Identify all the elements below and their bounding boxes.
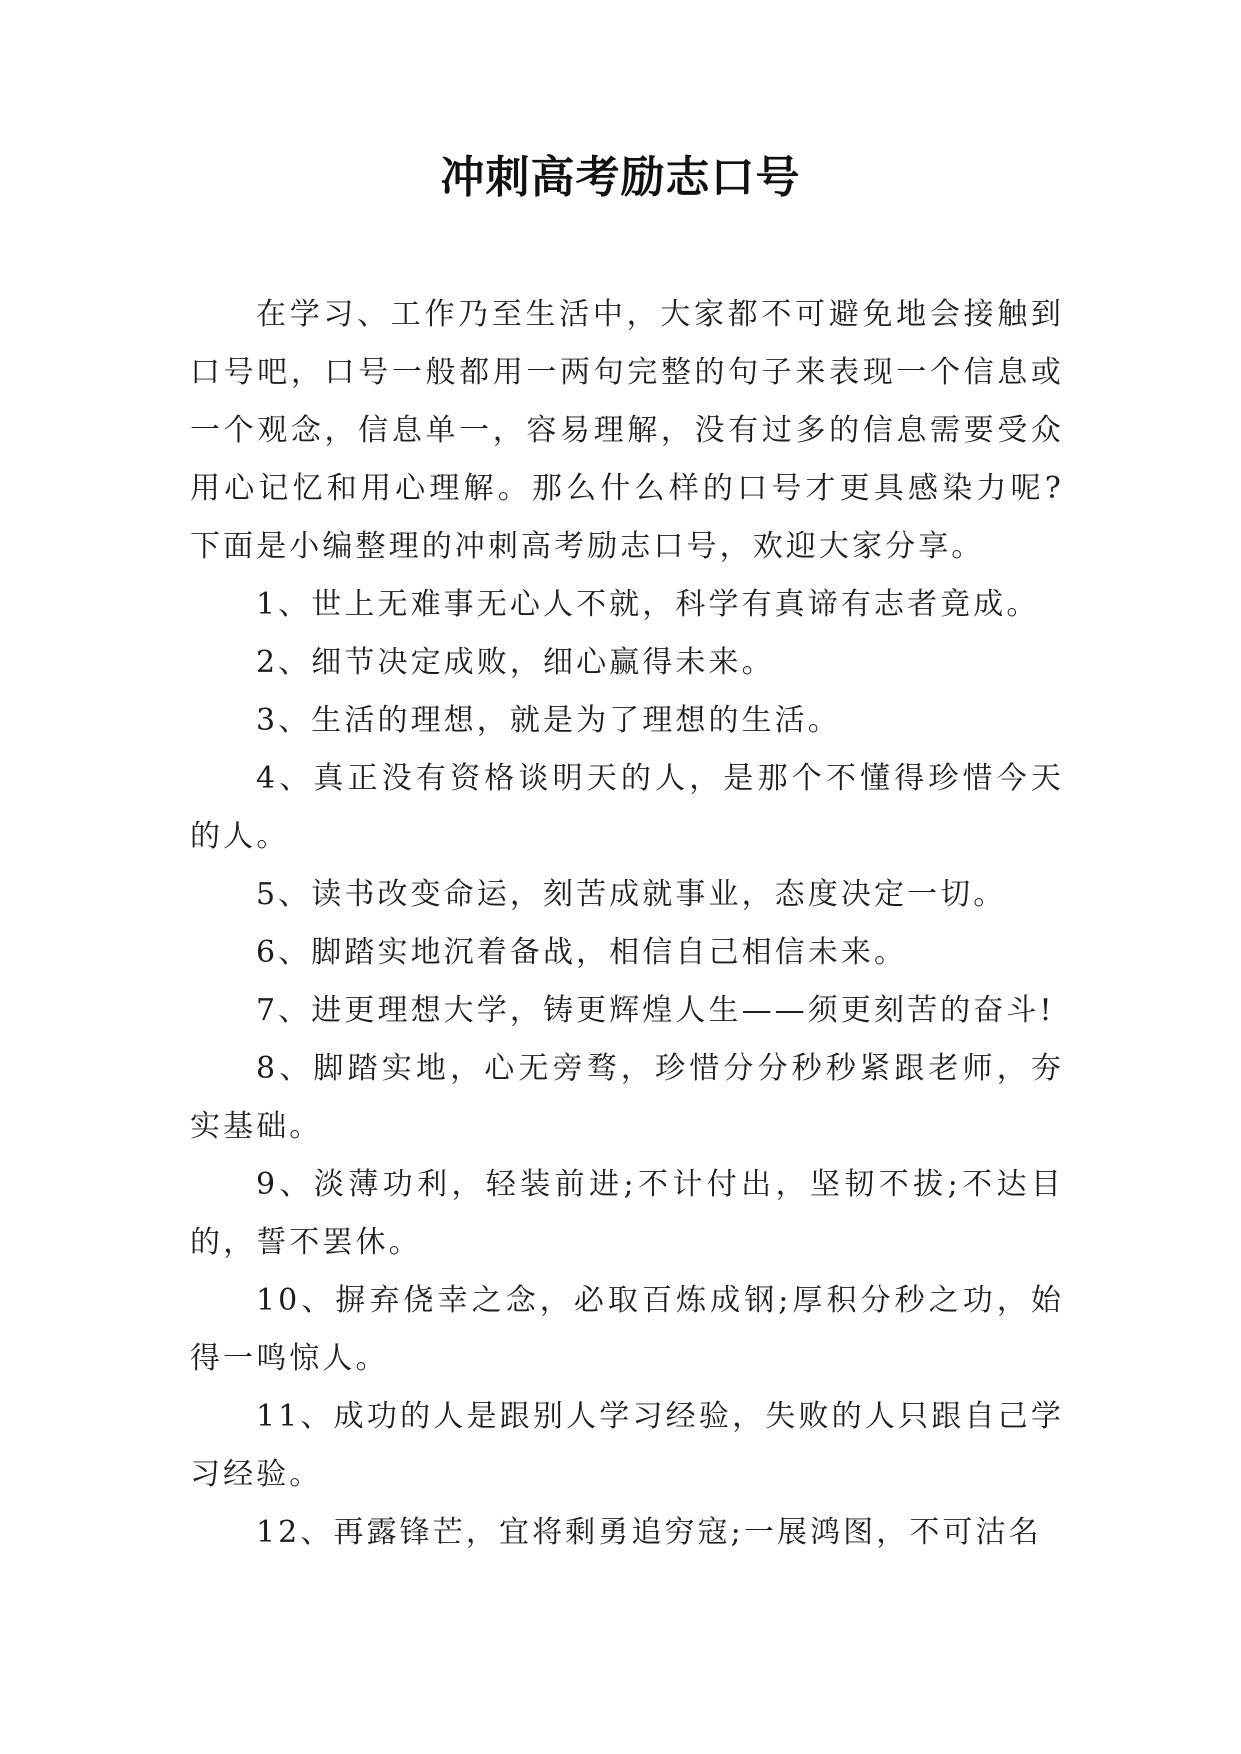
slogan-item: 8、脚踏实地，心无旁骛，珍惜分分秒秒紧跟老师，夯实基础。 [190,1051,1064,1144]
slogan-item: 3、生活的理想，就是为了理想的生活。 [256,703,841,738]
document-title: 冲刺高考励志口号 [440,152,801,203]
slogan-item: 5、读书改变命运，刻苦成就事业，态度决定一切。 [256,877,1007,912]
slogan-item: 4、真正没有资格谈明天的人，是那个不懂得珍惜今天的人。 [190,761,1064,854]
slogan-item: 10、摒弃侥幸之念，必取百炼成钢;厚积分秒之功，始得一鸣惊人。 [190,1283,1064,1376]
slogan-item: 2、细节决定成败，细心赢得未来。 [256,645,775,680]
slogan-item: 1、世上无难事无心人不就，科学有真谛有志者竟成。 [256,587,1040,622]
slogan-item: 11、成功的人是跟别人学习经验，失败的人只跟自己学习经验。 [190,1399,1064,1492]
slogan-item: 6、脚踏实地沉着备战，相信自己相信未来。 [256,935,908,970]
slogan-item: 12、再露锋芒，宜将剩勇追穷寇;一展鸿图，不可沽名 [256,1515,1042,1550]
slogan-item: 9、淡薄功利，轻装前进;不计付出，坚韧不拔;不达目的，誓不罢休。 [190,1167,1064,1260]
document-body [190,286,1064,1562]
intro-paragraph: 在学习、工作乃至生活中，大家都不可避免地会接触到口号吧，口号一般都用一两句完整的句子来表现一个信息或一个观念，信息单一，容易理解，没有过多的信息需要受众用心记忆和用心理解。那么什么样的口号才更具感染力呢?下面是小编整理的冲刺高考励志口号，欢迎大家分享。 [190,297,1064,564]
slogan-item: 7、进更理想大学，铸更辉煌人生——须更刻苦的奋斗! [256,993,1055,1028]
